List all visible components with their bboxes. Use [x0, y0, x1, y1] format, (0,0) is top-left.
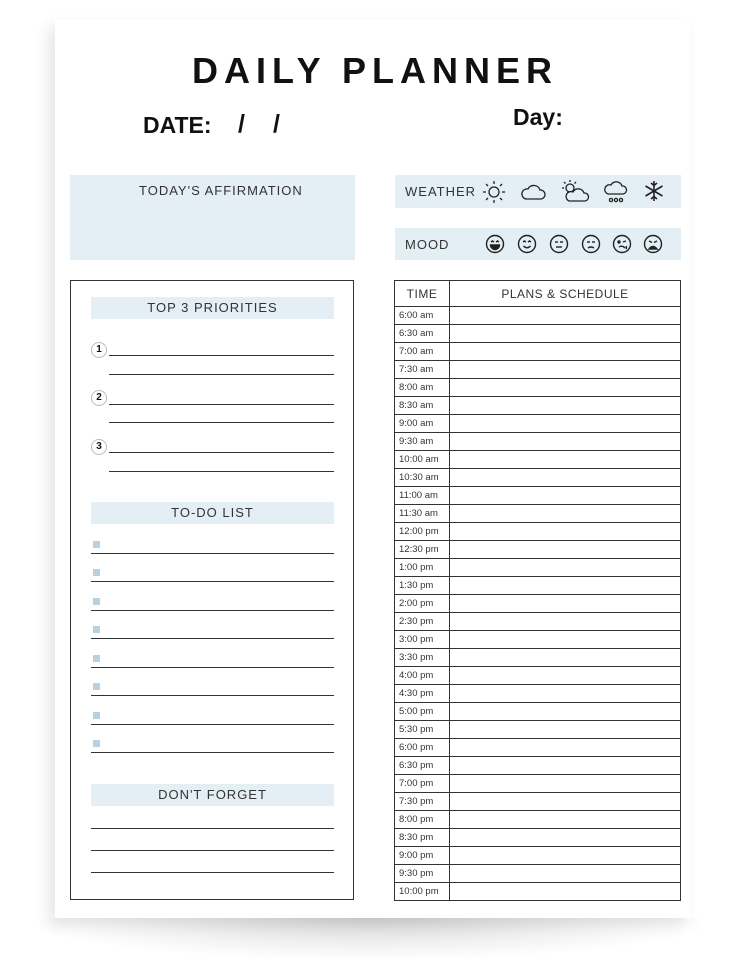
- todo-checkbox[interactable]: [93, 655, 100, 662]
- time-slot-label: 9:00 pm: [395, 847, 450, 865]
- page-shadow: [40, 918, 700, 958]
- plan-entry-cell[interactable]: [450, 649, 681, 667]
- todo-line[interactable]: [91, 724, 334, 725]
- page-title: DAILY PLANNER: [191, 50, 559, 91]
- time-slot-label: 1:30 pm: [395, 577, 450, 595]
- time-slot-label: 12:00 pm: [395, 523, 450, 541]
- schedule-row: [395, 703, 681, 721]
- partly-cloudy-icon[interactable]: [560, 179, 590, 205]
- time-slot-label: 10:00 pm: [395, 883, 450, 901]
- plan-entry-cell[interactable]: [450, 325, 681, 343]
- plan-entry-cell[interactable]: [450, 451, 681, 469]
- todo-line[interactable]: [91, 638, 334, 639]
- plan-entry-cell[interactable]: [450, 361, 681, 379]
- neutral-face-icon[interactable]: [549, 234, 569, 254]
- plan-entry-cell[interactable]: [450, 739, 681, 757]
- time-slot-label: 8:30 pm: [395, 829, 450, 847]
- plans-column-header: PLANS & SCHEDULE: [450, 281, 681, 307]
- plan-entry-cell[interactable]: [450, 667, 681, 685]
- todo-line[interactable]: [91, 695, 334, 696]
- mood-bar: [395, 228, 681, 260]
- cloud-icon[interactable]: [519, 180, 547, 204]
- affirmation-box[interactable]: [70, 175, 355, 260]
- schedule-row: [395, 469, 681, 487]
- laughing-face-icon[interactable]: [485, 234, 505, 254]
- todo-line[interactable]: [91, 581, 334, 582]
- date-separator-1: /: [238, 110, 245, 138]
- priority-line-3a[interactable]: [109, 452, 334, 453]
- plan-entry-cell[interactable]: [450, 415, 681, 433]
- plan-entry-cell[interactable]: [450, 343, 681, 361]
- priority-number-2: 2: [91, 390, 107, 406]
- schedule-row: [395, 541, 681, 559]
- mood-label: MOOD: [405, 237, 450, 252]
- time-slot-label: 5:00 pm: [395, 703, 450, 721]
- left-panel: [70, 280, 354, 900]
- time-slot-label: 11:00 am: [395, 487, 450, 505]
- priority-line-3b[interactable]: [109, 471, 334, 472]
- schedule-row: [395, 523, 681, 541]
- plan-entry-cell[interactable]: [450, 505, 681, 523]
- plan-entry-cell[interactable]: [450, 433, 681, 451]
- schedule-row: [395, 883, 681, 901]
- priority-number-3: 3: [91, 439, 107, 455]
- time-slot-label: 3:00 pm: [395, 631, 450, 649]
- todo-checkbox[interactable]: [93, 683, 100, 690]
- time-slot-label: 2:30 pm: [395, 613, 450, 631]
- snowflake-icon[interactable]: [642, 179, 666, 203]
- smiling-face-icon[interactable]: [517, 234, 537, 254]
- schedule-row: [395, 505, 681, 523]
- dont-forget-line[interactable]: [91, 828, 334, 829]
- plan-entry-cell[interactable]: [450, 307, 681, 325]
- schedule-row: [395, 865, 681, 883]
- dont-forget-heading: DON'T FORGET: [91, 784, 334, 806]
- time-slot-label: 5:30 pm: [395, 721, 450, 739]
- schedule-header-row: [395, 281, 681, 307]
- weather-label: WEATHER: [405, 184, 477, 199]
- plan-entry-cell[interactable]: [450, 559, 681, 577]
- plan-entry-cell[interactable]: [450, 469, 681, 487]
- time-slot-label: 2:00 pm: [395, 595, 450, 613]
- todo-checkbox[interactable]: [93, 626, 100, 633]
- plan-entry-cell[interactable]: [450, 883, 681, 901]
- schedule-row: [395, 433, 681, 451]
- schedule-row: [395, 451, 681, 469]
- todo-checkbox[interactable]: [93, 598, 100, 605]
- schedule-row: [395, 343, 681, 361]
- schedule-row: [395, 811, 681, 829]
- weather-bar: [395, 175, 681, 208]
- time-slot-label: 6:30 am: [395, 325, 450, 343]
- priorities-heading: TOP 3 PRIORITIES: [91, 297, 334, 319]
- todo-checkbox[interactable]: [93, 740, 100, 747]
- schedule-row: [395, 577, 681, 595]
- time-slot-label: 1:00 pm: [395, 559, 450, 577]
- schedule-row: [395, 595, 681, 613]
- plan-entry-cell[interactable]: [450, 685, 681, 703]
- crying-face-icon[interactable]: [643, 234, 663, 254]
- plan-entry-cell[interactable]: [450, 595, 681, 613]
- plan-entry-cell[interactable]: [450, 847, 681, 865]
- schedule-row: [395, 415, 681, 433]
- schedule-row: [395, 325, 681, 343]
- time-slot-label: 6:00 am: [395, 307, 450, 325]
- schedule-row: [395, 613, 681, 631]
- plan-entry-cell[interactable]: [450, 811, 681, 829]
- schedule-row: [395, 667, 681, 685]
- todo-checkbox[interactable]: [93, 712, 100, 719]
- schedule-row: [395, 361, 681, 379]
- todo-line[interactable]: [91, 610, 334, 611]
- plan-entry-cell[interactable]: [450, 703, 681, 721]
- plan-entry-cell[interactable]: [450, 721, 681, 739]
- schedule-row: [395, 487, 681, 505]
- schedule-row: [395, 739, 681, 757]
- schedule-row: [395, 397, 681, 415]
- priority-line-1a[interactable]: [109, 355, 334, 356]
- time-slot-label: 4:00 pm: [395, 667, 450, 685]
- plan-entry-cell[interactable]: [450, 397, 681, 415]
- schedule-row: [395, 307, 681, 325]
- todo-checkbox[interactable]: [93, 541, 100, 548]
- date-separator-2: /: [273, 110, 280, 138]
- plan-entry-cell[interactable]: [450, 865, 681, 883]
- dont-forget-line[interactable]: [91, 850, 334, 851]
- plan-entry-cell[interactable]: [450, 379, 681, 397]
- time-slot-label: 11:30 am: [395, 505, 450, 523]
- time-slot-label: 6:30 pm: [395, 757, 450, 775]
- rain-icon[interactable]: [602, 179, 630, 205]
- priority-line-2a[interactable]: [109, 404, 334, 405]
- schedule-row: [395, 775, 681, 793]
- schedule-row: [395, 829, 681, 847]
- plan-entry-cell[interactable]: [450, 757, 681, 775]
- todo-heading: TO-DO LIST: [91, 502, 334, 524]
- time-column-header: TIME: [395, 281, 450, 307]
- schedule-row: [395, 847, 681, 865]
- priority-line-1b[interactable]: [109, 374, 334, 375]
- time-slot-label: 6:00 pm: [395, 739, 450, 757]
- plan-entry-cell[interactable]: [450, 631, 681, 649]
- time-slot-label: 7:30 am: [395, 361, 450, 379]
- schedule-row: [395, 685, 681, 703]
- time-slot-label: 3:30 pm: [395, 649, 450, 667]
- schedule-row: [395, 721, 681, 739]
- schedule-row: [395, 757, 681, 775]
- plan-entry-cell[interactable]: [450, 829, 681, 847]
- plan-entry-cell[interactable]: [450, 577, 681, 595]
- time-slot-label: 9:30 am: [395, 433, 450, 451]
- plan-entry-cell[interactable]: [450, 775, 681, 793]
- schedule-row: [395, 631, 681, 649]
- plan-entry-cell[interactable]: [450, 541, 681, 559]
- time-slot-label: 9:30 pm: [395, 865, 450, 883]
- schedule-row: [395, 793, 681, 811]
- date-label: DATE:: [143, 112, 212, 138]
- plan-entry-cell[interactable]: [450, 487, 681, 505]
- priority-number-1: 1: [91, 342, 107, 358]
- time-slot-label: 12:30 pm: [395, 541, 450, 559]
- schedule-row: [395, 559, 681, 577]
- sad-face-icon[interactable]: [581, 234, 601, 254]
- time-slot-label: 9:00 am: [395, 415, 450, 433]
- winking-face-icon[interactable]: [612, 234, 632, 254]
- time-slot-label: 8:30 am: [395, 397, 450, 415]
- schedule-body: [395, 307, 681, 901]
- todo-line[interactable]: [91, 752, 334, 753]
- schedule-row: [395, 379, 681, 397]
- sun-icon[interactable]: [481, 179, 507, 205]
- time-slot-label: 10:30 am: [395, 469, 450, 487]
- time-slot-label: 10:00 am: [395, 451, 450, 469]
- dont-forget-line[interactable]: [91, 872, 334, 873]
- todo-line[interactable]: [91, 553, 334, 554]
- schedule-row: [395, 649, 681, 667]
- time-slot-label: 7:30 pm: [395, 793, 450, 811]
- time-slot-label: 8:00 am: [395, 379, 450, 397]
- affirmation-title: TODAY'S AFFIRMATION: [139, 183, 303, 198]
- time-slot-label: 4:30 pm: [395, 685, 450, 703]
- day-label: Day:: [513, 104, 563, 130]
- plan-entry-cell[interactable]: [450, 613, 681, 631]
- plan-entry-cell[interactable]: [450, 793, 681, 811]
- plan-entry-cell[interactable]: [450, 523, 681, 541]
- time-slot-label: 7:00 am: [395, 343, 450, 361]
- todo-checkbox[interactable]: [93, 569, 100, 576]
- schedule-table: [394, 280, 681, 901]
- time-slot-label: 8:00 pm: [395, 811, 450, 829]
- time-slot-label: 7:00 pm: [395, 775, 450, 793]
- priority-line-2b[interactable]: [109, 422, 334, 423]
- todo-line[interactable]: [91, 667, 334, 668]
